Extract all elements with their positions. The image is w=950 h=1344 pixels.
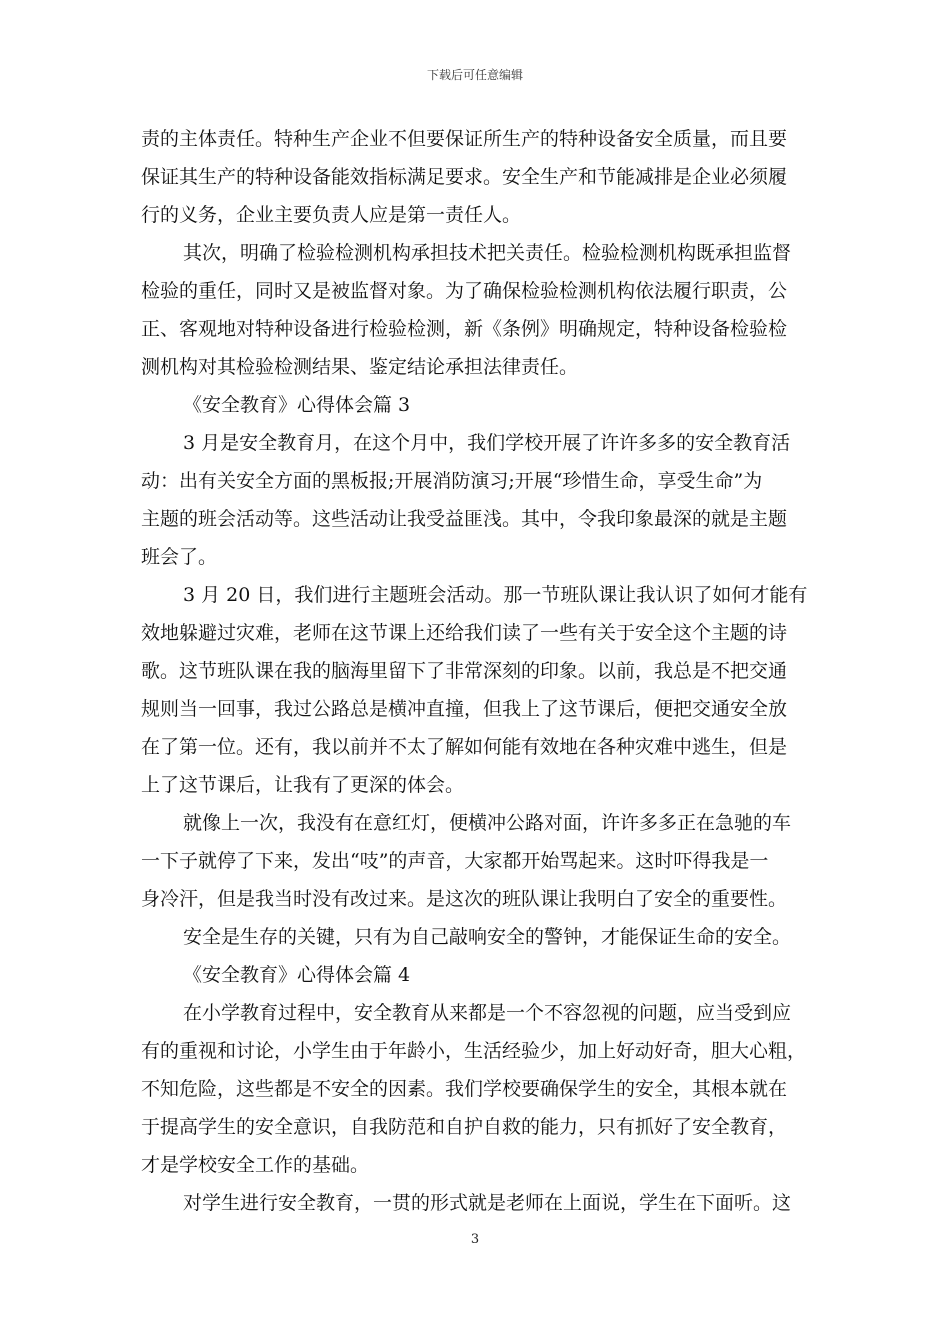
text-line: 动：出有关安全方面的黑板报;开展消防演习;开展“珍惜生命，享受生命”为 bbox=[141, 470, 763, 492]
text-line: 《安全教育》心得体会篇 4 bbox=[183, 964, 411, 986]
page-header: 下载后可任意编辑 bbox=[426, 68, 523, 82]
text-line: 主题的班会活动等。这些活动让我受益匪浅。其中，令我印象最深的就是主题 bbox=[141, 508, 788, 530]
text-line: 效地躲避过灾难，老师在这节课上还给我们读了一些有关于安全这个主题的诗 bbox=[141, 622, 788, 644]
text-line: 测机构对其检验检测结果、鉴定结论承担法律责任。 bbox=[141, 356, 579, 378]
text-line: 责的主体责任。特种生产企业不但要保证所生产的特种设备安全质量，而且要 bbox=[141, 128, 788, 150]
text-line: 身冷汗，但是我当时没有改过来。是这次的班队课让我明白了安全的重要性。 bbox=[141, 888, 788, 910]
text-line: 正、客观地对特种设备进行检验检测，新《条例》明确规定，特种设备检验检 bbox=[141, 318, 788, 340]
text-line: 在了第一位。还有，我以前并不太了解如何能有效地在各种灾难中逃生，但是 bbox=[141, 736, 788, 758]
text-line: 《安全教育》心得体会篇 3 bbox=[183, 394, 411, 416]
text-line: 有的重视和讨论，小学生由于年龄小，生活经验少，加上好动好奇，胆大心粗， bbox=[141, 1040, 807, 1062]
text-line: 在小学教育过程中，安全教育从来都是一个不容忽视的问题，应当受到应 bbox=[183, 1002, 792, 1024]
text-line: 于提高学生的安全意识，自我防范和自护自救的能力，只有抓好了安全教育， bbox=[141, 1116, 788, 1138]
text-line: 就像上一次，我没有在意红灯，便横冲公路对面，许许多多正在急驰的车 bbox=[183, 812, 792, 834]
text-line: 安全是生存的关键，只有为自己敲响安全的警钟，才能保证生命的安全。 bbox=[183, 926, 792, 948]
text-line: 行的义务，企业主要负责人应是第一责任人。 bbox=[141, 204, 522, 226]
text-line: 不知危险，这些都是不安全的因素。我们学校要确保学生的安全，其根本就在 bbox=[141, 1078, 788, 1100]
text-line: 才是学校安全工作的基础。 bbox=[141, 1154, 370, 1176]
text-line: 3 月 20 日，我们进行主题班会活动。那一节班队课让我认识了如何才能有 bbox=[183, 584, 808, 606]
text-line: 对学生进行安全教育，一贯的形式就是老师在上面说，学生在下面听。这 bbox=[183, 1192, 792, 1214]
text-line: 保证其生产的特种设备能效指标满足要求。安全生产和节能减排是企业必须履 bbox=[141, 166, 788, 188]
text-line: 检验的重任，同时又是被监督对象。为了确保检验检测机构依法履行职责，公 bbox=[141, 280, 788, 302]
text-line: 一下子就停了下来，发出“吱”的声音，大家都开始骂起来。这时吓得我是一 bbox=[141, 850, 769, 872]
text-line: 上了这节课后，让我有了更深的体会。 bbox=[141, 774, 465, 796]
document-body bbox=[141, 120, 811, 1222]
text-line: 班会了。 bbox=[141, 546, 218, 568]
text-line: 其次，明确了检验检测机构承担技术把关责任。检验检测机构既承担监督 bbox=[183, 242, 792, 264]
text-line: 规则当一回事，我过公路总是横冲直撞，但我上了这节课后，便把交通安全放 bbox=[141, 698, 788, 720]
text-line: 歌。这节班队课在我的脑海里留下了非常深刻的印象。以前，我总是不把交通 bbox=[141, 660, 788, 682]
page-number: 3 bbox=[470, 1232, 480, 1247]
text-line: 3 月是安全教育月，在这个月中，我们学校开展了许许多多的安全教育活 bbox=[183, 432, 791, 454]
